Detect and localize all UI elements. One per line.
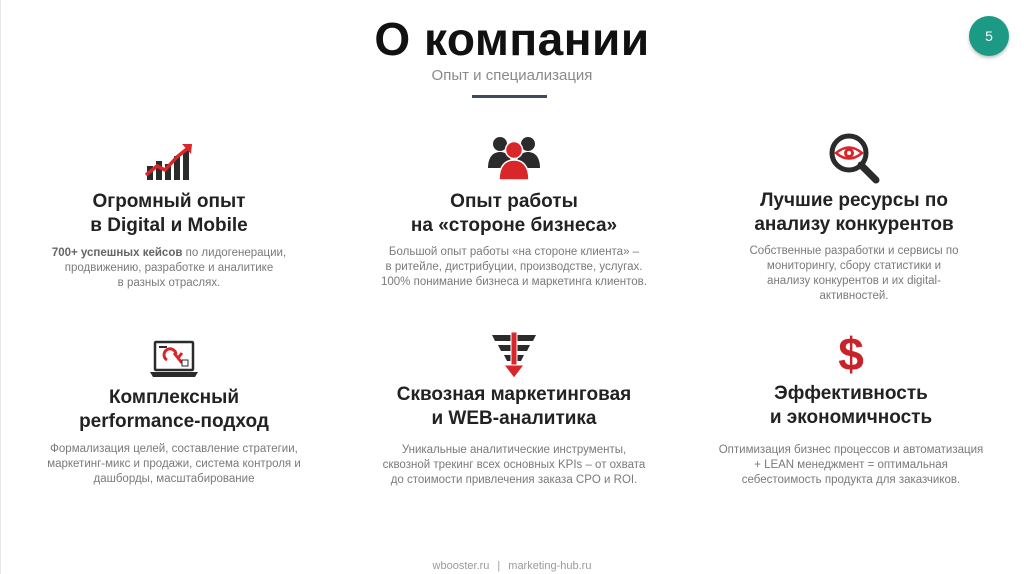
footer-separator: | xyxy=(497,560,501,572)
card-description: Уникальные аналитические инструменты, сквозной трекинг всех основных KPIs – от охвата до стоимости привлечения заказа CPO и ROI. xyxy=(382,444,646,486)
card-business-side xyxy=(364,132,664,302)
funnel-arrow-icon xyxy=(364,332,664,380)
title-underline xyxy=(472,95,547,98)
card-description: Формализация целей, составление стратегии, маркетинг-микс и продажи, система контроля и дашборды, масштабирование xyxy=(47,443,301,485)
laptop-dashboard-icon xyxy=(24,340,324,380)
card-competitor-analysis xyxy=(704,132,1004,312)
card-performance-approach xyxy=(24,336,324,496)
card-title: Лучшие ресурсы по анализу конкурентов xyxy=(754,190,954,235)
page-subtitle: Опыт и специализация xyxy=(431,67,593,84)
card-digital-experience xyxy=(19,140,319,310)
dollar-icon xyxy=(701,330,1001,376)
card-title: Эффективность и экономичность xyxy=(769,383,933,428)
card-title: Опыт работы на «стороне бизнеса» xyxy=(410,191,618,236)
footer-link-wbooster[interactable]: wbooster.ru xyxy=(432,560,490,572)
card-title: Комплексный performance-подход xyxy=(79,387,269,432)
card-title: Огромный опыт в Digital и Mobile xyxy=(90,191,248,236)
card-title: Сквозная маркетинговая и WEB-аналитика xyxy=(396,384,632,429)
slide-edge xyxy=(0,0,1,574)
card-description: Большой опыт работы «на стороне клиента» – в ритейле, дистрибуции, производстве, услугах. 100% понимание бизнеса и маркетинга клиентов. xyxy=(381,246,647,288)
card-efficiency xyxy=(701,328,1001,493)
footer-link-marketing-hub[interactable]: marketing-hub.ru xyxy=(508,560,592,572)
magnifier-eye-icon xyxy=(704,132,1004,184)
card-description: 700+ успешных кейсов по лидогенерации, продвижению, разработке и аналитике в разных отраслях. xyxy=(51,247,287,289)
card-description: Оптимизация бизнес процессов и автоматизация + LEAN менеджмент = оптимальная себестоимость продукта для заказчиков. xyxy=(718,444,984,486)
page-number-badge: 5 xyxy=(969,16,1009,56)
card-description: Собственные разработки и сервисы по мониторингу, сбору статистики и анализу конкурентов и их digital- активностей. xyxy=(749,245,959,302)
svg-text:$: $ xyxy=(838,330,864,376)
growth-chart-icon xyxy=(19,142,319,182)
page-title: О компании xyxy=(374,13,650,65)
people-group-icon xyxy=(364,132,664,182)
card-web-analytics xyxy=(364,328,664,488)
footer xyxy=(0,560,1024,572)
